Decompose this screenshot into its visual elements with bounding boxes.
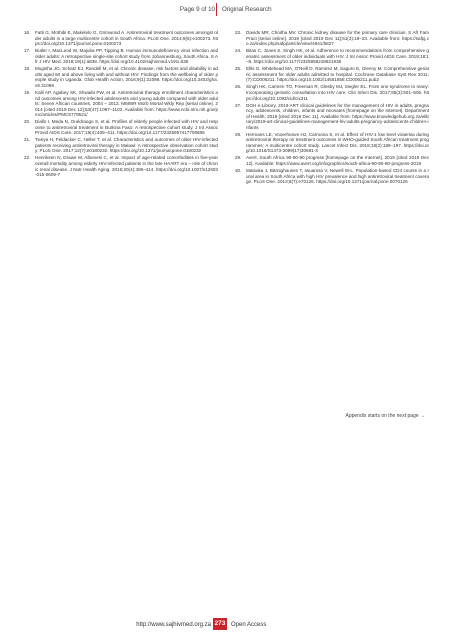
reference-number: 24. (235, 48, 242, 54)
reference-text: Fatti G, Mothibi E, Makelelo G, Grimwood A. Antiretroviral treatment outcomes amongst older adults in a large multicentre cohort in South Africa. PLoS One. 2014;9(6):e100273. https://doi.org/10.1371/journal.pone.0100273 (35, 30, 218, 47)
reference-text: Singh HK, Carmen TO, Freeman R, Glesby MJ, Siegler EL. From one syndrome to many: Incorporating geriatric consultation into HIV care. Clin Infect Dis. 2017;65(3):501–506. https://doi.org/10.1093/cid/cix311 (246, 84, 429, 101)
reference-text: DOH e-Library. 2019 ART clinical guidelines for the management of HIV in adults, pregnancy, adolescents, children, infants and neonates [homepage on the Internet]. Department of Health; 2019 [cited 2019 Dec 11]. Available from: https://www.knowledgehub.org.za/elibrary/2019-art-clinical-guidelines-management-hiv-adults-pregnancy-adolescents-children-infants (246, 102, 429, 130)
reference-text: Henriksen N, Drawe M, Albenesi C, et al. Impact of age-related comorbidities in five-year overall mortality among elderly HIV-infected patients in the late HAART era – role of chronic renal disease. J Nutr Health Aging. 2016;20(4):408–414. https://doi.org/10.1007/s12603-015-0609-7 (35, 155, 218, 178)
reference-text: Hermans LE, Vooerhoove HJ, Carmona S, et al. Effect of HIV-1 low level viraemia during antiretroviral therapy on treatment outcomes in WHO-guided South African treatment programmes: A multicentre cohort study. Lancet Infect Dis. 2018;18(2):188–197. https://doi.org/10.1016/S1473-3099(17)30681-3 (246, 131, 429, 154)
reference-text: Diallo I, Meda N, Ouédraogo S, et al. Profiles of elderly people infected with HIV and response to antiretroviral treatment in Burkina Faso: A retrospective cohort study. J Int Assoc Provid AIDS Care. 2017;16(4):405–411. https://doi.org/10.1177/2325957417706686 (35, 119, 218, 136)
reference-number: 17. (24, 48, 31, 54)
reference-item (24, 48, 218, 65)
section-label: Original Research (222, 6, 272, 13)
reference-number: 22. (24, 155, 31, 161)
reference-number: 18. (24, 66, 31, 72)
reference-number: 26. (235, 84, 242, 90)
page-number-badge: 273 (213, 618, 227, 630)
reference-item (24, 155, 218, 177)
reference-item (235, 30, 429, 47)
reference-number: 23. (235, 30, 242, 35)
reference-number: 19. (24, 89, 31, 95)
reference-item (235, 66, 429, 83)
reference-text: Avert. South Africa 90-90-90 progress [homepage on the Internet]. 2019 [cited 2019 Dec 12]. Available: https://www.avert.org/infographics/south-africa-90-90-90-progress-2019 (246, 155, 429, 167)
reference-item (235, 155, 429, 166)
reference-number: 29. (235, 155, 242, 161)
reference-text: Tweya H, Feldacker C, Heller T, et al. Characteristics and outcomes of older HIV-infected patients receiving antiretroviral therapy in Malawi: A retrospective observation cohort study. PLoS One. 2017;12(7):e0180232. https://doi.org/10.1371/journal.pone.0180232 (35, 137, 218, 154)
reference-text: Kalil AP, Agabey SK, Shwaibi PW, et al. Antiretroviral therapy enrollment characteristics and outcomes among HIV-infected adolescents and young adults compared with older adults: Seven African countries, 2004 – 2013. MMWR Morb Mortal Wkly Rep [serial online]. 2014 [cited 2019 Dec 12];63(47):1097–1103. Available from: https://www.ncbi.nlm.nih.gov/pmc/articles/PMC5779521/ (35, 89, 218, 118)
open-access-label: Open Access (231, 622, 267, 628)
appendix-continuation-note: Appendix starts on the next page → (345, 413, 425, 419)
reference-text: Butler I, MacLeod W, Majuba PP, Tipping B. Human immunodeficiency virus infection and older adults: A retrospective single-site cohort study from Johannesburg, South Africa. S Afr J HIV Med. 2018;19(1):a838. https://doi.org/10.4102/sajhivmed.v19i1.838 (35, 48, 218, 65)
header-separator (216, 3, 217, 16)
reference-item (24, 30, 218, 47)
references-right-column (235, 30, 429, 186)
reference-number: 30. (235, 168, 242, 174)
reference-number: 21. (24, 137, 31, 143)
reference-text: Bitas C, Jones S, Singh HK, et al. Adherence to recommendations from comprehensive geriatric assessment of older individuals with HIV. J Int Assoc Provid AIDS Care. 2019;18:1–8. https://doi.org/10.1177/2325958218821936 (246, 48, 429, 65)
reference-item (24, 66, 218, 88)
reference-number: 27. (235, 102, 242, 108)
reference-text: Ellis G, Whitehead MA, O'Neill D, Ramirez M, Saguro E, Glenny M. Comprehensive geriatric assessment for older adults admitted to hospital. Cochrane Database Syst Rev 2011;(7):CD006211. https://doi.org/10.1002/14651858.CD006211.pub2 (246, 66, 429, 83)
reference-item (235, 48, 429, 65)
reference-item (235, 103, 429, 131)
references-left-column (24, 30, 218, 179)
reference-item (24, 90, 218, 118)
reference-number: 16. (24, 30, 31, 35)
reference-text: Davids MR, Choitha MV. Chronic kidney disease for the primary care clinician. S Afr Fam Pract [serial online]. 2019 [cited 2019 Dec 11];61(3):19–23. Available from: https://safpj.co.za/index.php/safpj/article/view/4941/5827 (246, 30, 429, 47)
reference-text: Matsaka J, Bärnighausen T, Iwuamsa V, Newell M-L. Population-based CD4 counts in a rural area in South Africa with high HIV prevalence and high antiretroviral treatment coverage. PLoS One. 2013;8(7):e70126. https://doi.org/10.1371/journal.pone.0070126 (246, 168, 429, 185)
reference-number: 25. (235, 66, 242, 72)
page-info: Page 9 of 10 (179, 6, 215, 13)
page-header (0, 0, 453, 24)
page-footer (0, 616, 453, 640)
reference-number: 20. (24, 119, 31, 125)
reference-item (235, 132, 429, 154)
reference-number: 28. (235, 131, 242, 137)
reference-item (24, 137, 218, 154)
reference-item (235, 84, 429, 101)
reference-item (24, 119, 218, 136)
journal-url[interactable]: http://www.sajhivmed.org.za (136, 622, 211, 628)
reference-text: Mugisha JO, Schatz EJ, Randell M, et al. Chronic disease, risk factors and disability in adults aged 50 and above living with and without HIV: Findings from the wellbeing of older people study in Uganda. Glob Health Action. 2016;9(1):31098. https://doi.org/10.3402/gha.v9.31098 (35, 66, 218, 88)
reference-item (235, 168, 429, 185)
